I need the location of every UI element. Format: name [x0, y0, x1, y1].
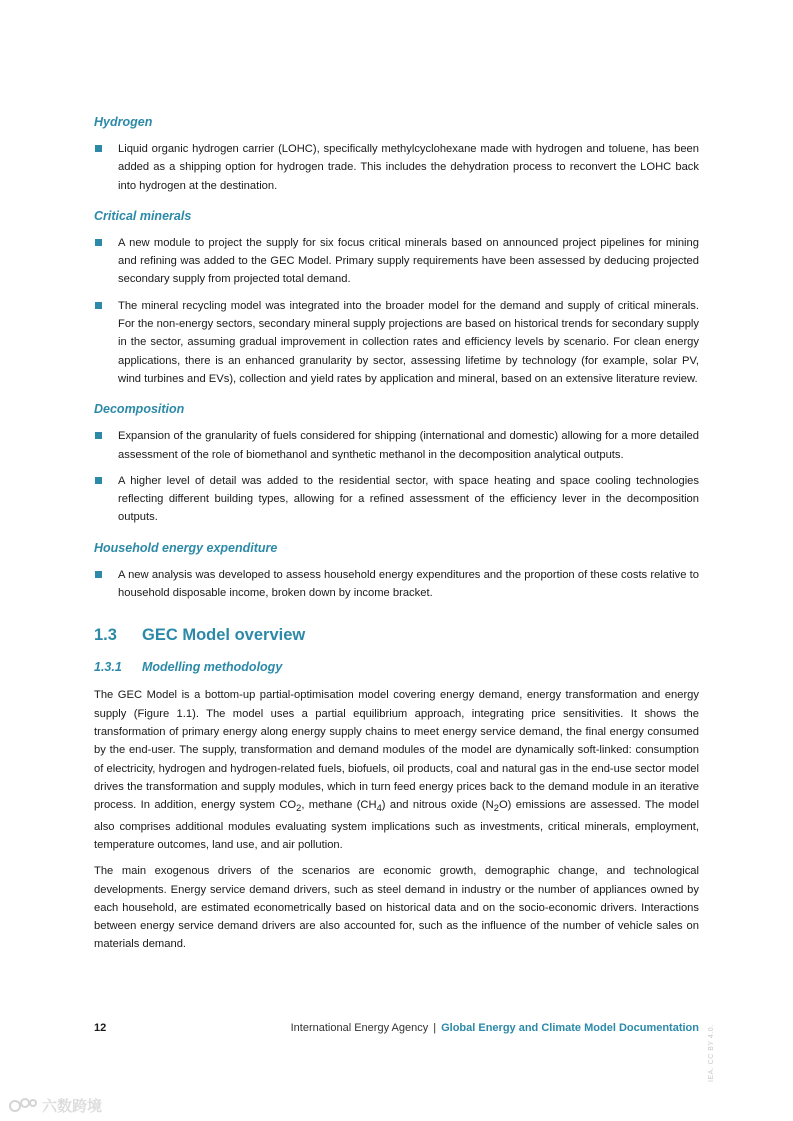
- section-title: GEC Model overview: [142, 626, 306, 645]
- subscript: 4: [376, 803, 382, 814]
- list-item: [94, 297, 699, 388]
- watermark-text: 六数跨境: [42, 1097, 103, 1115]
- paragraph-text: , methane (CH: [301, 799, 377, 812]
- paragraph-text: ) and nitrous oxide (N: [381, 799, 494, 812]
- subscript: 2: [493, 803, 499, 814]
- watermark-logo-icon: [8, 1096, 38, 1114]
- bullet-square-icon: [95, 571, 102, 578]
- footer-document-title: Global Energy and Climate Model Documentation: [441, 1022, 699, 1034]
- list-item: [94, 472, 699, 527]
- footer-organization: International Energy Agency: [290, 1022, 429, 1034]
- list-item-text: The mineral recycling model was integrated into the broader model for the demand and supply of critical minerals. For the non-energy sectors, secondary mineral supply projections are based on historical trends for secondary supply in the sector, assuming gradual improvement in collection rates and efficiency levels by scenario. For clean energy applications, there is an enhanced granularity by sector, assessing lifetime by technology (for example, solar PV, wind turbines and EVs), collection and yield rates by application and mineral, based on an extensive literature review.: [118, 299, 699, 385]
- paragraph-text: O) emissions are assessed. The model also comprises additional modules evaluating system implications such as investments, critical minerals, employment, temperature outcomes, land use, and air pollution.: [94, 799, 699, 851]
- list-item: [94, 140, 699, 195]
- methodology-paragraph-1: [94, 686, 699, 854]
- footer-title-group: [291, 1019, 699, 1037]
- page-content: [94, 113, 699, 962]
- list-item: [94, 566, 699, 603]
- license-notice: IEA. CC BY 4.0.: [708, 1024, 715, 1082]
- subheading-hydrogen: Hydrogen: [94, 115, 153, 129]
- section-number: 1.3.1: [94, 660, 122, 675]
- section-title: Modelling methodology: [142, 660, 283, 675]
- subheading-decomposition: Decomposition: [94, 402, 185, 417]
- household-bullet-list: [94, 566, 699, 603]
- section-number: 1.3: [94, 626, 117, 645]
- paragraph-text: The GEC Model is a bottom-up partial-optimisation model covering energy demand, energy transformation and energy supply (Figure 1.1). The model uses a partial equilibrium approach, integrating price sensitivities. It shows the transformation of primary energy along energy supply chains to meet energy service demand, the final energy consumed by the end-user. The supply, transformation and demand modules of the model are dynamically soft-linked: consumption of electricity, hydrogen and hydrogen-related fuels, biofuels, oil products, coal and natural gas in the end-use sector model drives the transformation and supply modules, which in turn feed energy prices back to the demand module in an iterative process. In addition, energy system CO: [94, 689, 699, 812]
- critical-minerals-bullet-list: [94, 234, 699, 388]
- bullet-square-icon: [95, 477, 102, 484]
- hydrogen-bullet-list: [94, 140, 699, 195]
- list-item-text: Liquid organic hydrogen carrier (LOHC), specifically methylcyclohexane made with hydrogen and toluene, has been added as a shipping option for hydrogen trade. This includes the dehydration process to reconvert the LOHC back into hydrogen at the destination.: [118, 143, 699, 192]
- decomposition-bullet-list: [94, 427, 699, 526]
- section-heading-1-3-1: [94, 658, 699, 676]
- bullet-square-icon: [95, 302, 102, 309]
- footer-separator: |: [433, 1022, 437, 1034]
- bullet-square-icon: [95, 145, 102, 152]
- list-item: [94, 427, 699, 464]
- subscript: 2: [296, 803, 302, 814]
- bullet-square-icon: [95, 239, 102, 246]
- list-item: [94, 234, 699, 289]
- list-item-text: A new analysis was developed to assess household energy expenditures and the proportion of these costs relative to household disposable income, broken down by income bracket.: [118, 568, 699, 600]
- list-item-text: A new module to project the supply for six focus critical minerals based on announced project pipelines for mining and refining was added to the GEC Model. Primary supply requirements have been assessed by deducing projected secondary supply from projected total demand.: [118, 236, 699, 286]
- list-item-text: Expansion of the granularity of fuels considered for shipping (international and domestic) allowing for a more detailed assessment of the role of biomethanol and synthetic methanol in the decomposition analytical outputs.: [118, 430, 699, 461]
- subheading-critical-minerals: Critical minerals: [94, 208, 192, 223]
- subheading-household-energy-expenditure: Household energy expenditure: [94, 540, 278, 555]
- list-item-text: A higher level of detail was added to the residential sector, with space heating and space cooling technologies reflecting different building types, allowing for a refined assessment of the efficiency lever in the decomposition outputs.: [118, 474, 699, 524]
- bullet-square-icon: [95, 432, 102, 439]
- methodology-paragraph-2: The main exogenous drivers of the scenarios are economic growth, demographic change, and technological developments. Energy service demand drivers, such as steel demand in industry or the number of appliances owned by each household, are estimated econometrically based on historical data and on the socio-economic drivers. Interactions between energy service demand drivers are also accounted for, such as the influence of the number of vehicle sales on materials demand.: [94, 865, 699, 951]
- page-number: 12: [94, 1022, 107, 1034]
- section-heading-1-3: [94, 624, 699, 646]
- watermark: [8, 1094, 102, 1116]
- page-footer: [94, 1019, 699, 1037]
